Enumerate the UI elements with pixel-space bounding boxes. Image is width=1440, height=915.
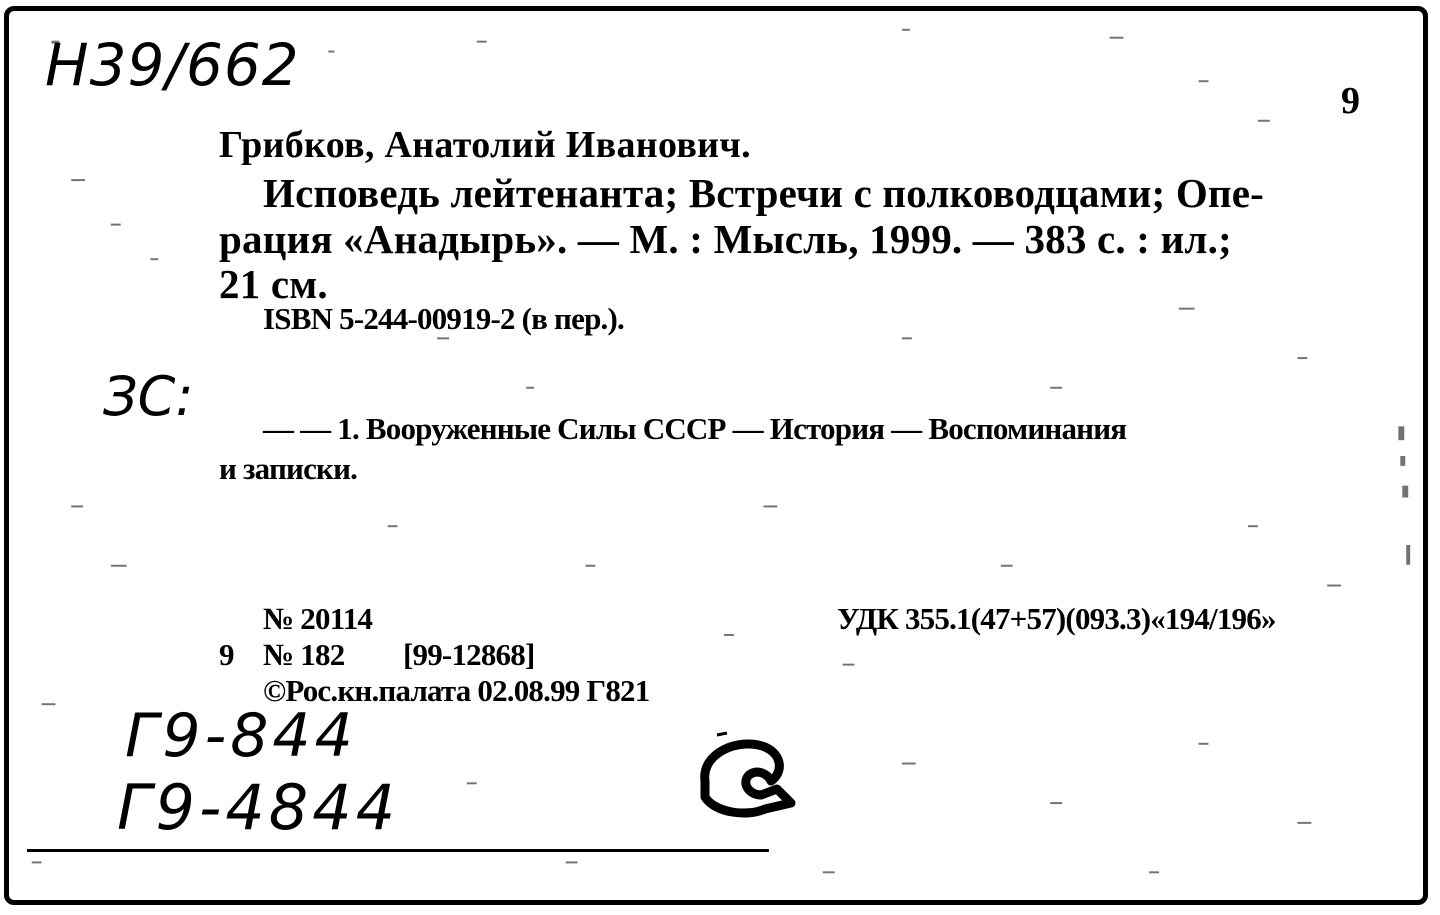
handwritten-shelfmark: Н39/662 (45, 31, 300, 99)
library-stamp-mark (687, 729, 807, 825)
footer-number-1: № 20114 (263, 601, 373, 636)
handwritten-class-code: ЗС: (103, 365, 194, 428)
handwritten-inventory-2: Г9-4844 (117, 771, 400, 844)
isbn-line: ISBN 5-244-00919-2 (в пер.). (263, 301, 624, 336)
handwritten-inventory-1: Г9-844 (125, 701, 357, 771)
bottom-rule (27, 849, 769, 852)
author-heading: Грибков, Анатолий Иванович. (219, 124, 751, 166)
subject-line-1: — — 1. Вооруженные Силы СССР — История — Воспоминания (263, 411, 1127, 446)
footer-record-id: [99-12868] (403, 637, 535, 672)
catalog-card (4, 6, 1428, 905)
title-line-2: рация «Анадырь». — М. : Мысль, 1999. — 383 с. : ил.; (219, 216, 1232, 262)
title-line-1: Исповедь лейтенанта; Встречи с полководцами; Опе- (263, 170, 1265, 216)
footer-number-2: № 182 (263, 637, 345, 672)
title-line-3: 21 см. (219, 261, 328, 307)
subject-line-2: и записки. (219, 451, 358, 486)
copyright-line: ©Рос.кн.палата 02.08.99 Г821 (263, 673, 650, 708)
udc-code: УДК 355.1(47+57)(093.3)«194/196» (837, 601, 1276, 636)
footer-prefix: 9 (219, 637, 234, 672)
card-number: 9 (1341, 80, 1360, 122)
